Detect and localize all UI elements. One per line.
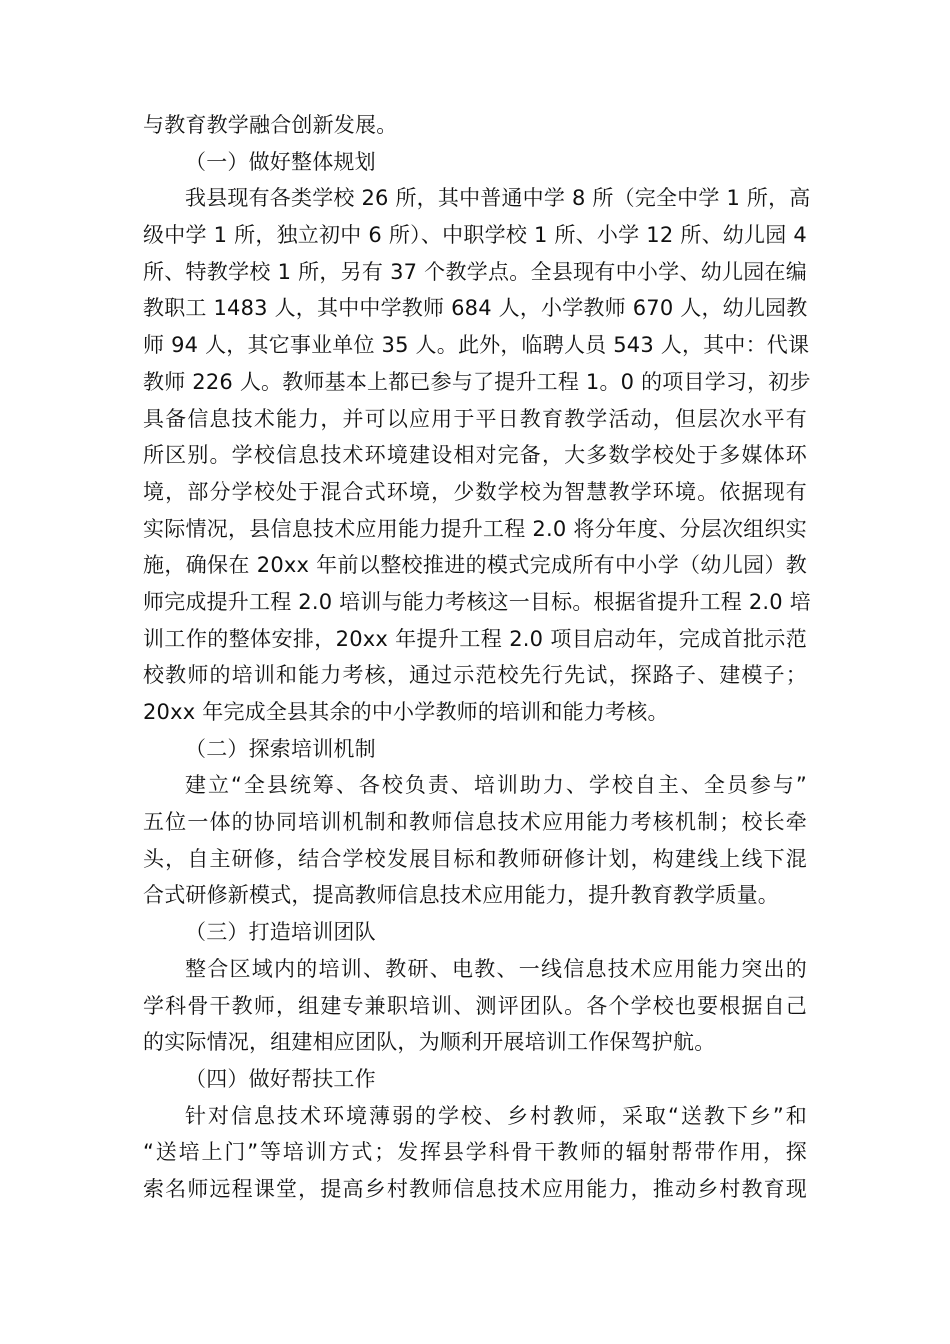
paragraph-line: 合式研修新模式，提高教师信息技术应用能力，提升教育教学质量。 (143, 883, 779, 908)
paragraph-line: 境，部分学校处于混合式环境，少数学校为智慧教学环境。依据现有 (143, 479, 807, 504)
section-heading: （四）做好帮扶工作 (185, 1066, 376, 1091)
paragraph-line: 所、特教学校 1 所，另有 37 个教学点。全县现有中小学、幼儿园在编 (143, 259, 807, 284)
paragraph-line: 针对信息技术环境薄弱的学校、乡村教师，采取“送教下乡”和 (185, 1103, 807, 1128)
paragraph-line: 所区别。学校信息技术环境建设相对完备，大多数学校处于多媒体环 (143, 443, 807, 468)
paragraph-line: 师完成提升工程 2.0 培训与能力考核这一目标。根据省提升工程 2.0 培 (143, 589, 811, 614)
paragraph-line: 学科骨干教师，组建专兼职培训、测评团队。各个学校也要根据自己 (143, 993, 807, 1018)
paragraph-line: 教师 226 人。教师基本上都已参与了提升工程 1。0 的项目学习，初步 (143, 369, 811, 394)
paragraph-line: 师 94 人，其它事业单位 35 人。此外，临聘人员 543 人，其中：代课 (143, 333, 810, 358)
paragraph-line: 索名师远程课堂，提高乡村教师信息技术应用能力，推动乡村教育现 (143, 1176, 807, 1201)
paragraph-line: 施，确保在 20xx 年前以整校推进的模式完成所有中小学（幼儿园）教 (143, 553, 807, 578)
paragraph-line: 头，自主研修，结合学校发展目标和教师研修计划，构建线上线下混 (143, 846, 807, 871)
paragraph-line: 实际情况，县信息技术应用能力提升工程 2.0 将分年度、分层次组织实 (143, 516, 807, 541)
section-heading: （二）探索培训机制 (185, 736, 376, 761)
paragraph-line: 教职工 1483 人，其中中学教师 684 人，小学教师 670 人，幼儿园教 (143, 296, 808, 321)
paragraph-line: 训工作的整体安排，20xx 年提升工程 2.0 项目启动年，完成首批示范 (143, 626, 807, 651)
paragraph-line: 的实际情况，组建相应团队，为顺利开展培训工作保驾护航。 (143, 1030, 716, 1055)
paragraph-line: 我县现有各类学校 26 所，其中普通中学 8 所（完全中学 1 所，高 (185, 186, 811, 211)
paragraph-line: 建立“全县统筹、各校负责、培训助力、学校自主、全员参与” (185, 773, 807, 798)
paragraph-line: 校教师的培训和能力考核，通过示范校先行先试，探路子、建模子； (143, 663, 807, 688)
section-heading: （三）打造培训团队 (185, 920, 376, 945)
paragraph-line: 整合区域内的培训、教研、电教、一线信息技术应用能力突出的 (185, 956, 807, 981)
paragraph-line: 20xx 年完成全县其余的中小学教师的培训和能力考核。 (143, 700, 669, 724)
paragraph-line: “送培上门”等培训方式；发挥县学科骨干教师的辐射帮带作用，探 (143, 1140, 807, 1165)
paragraph-line: 具备信息技术能力，并可以应用于平日教育教学活动，但层次水平有 (143, 406, 807, 431)
document-page (143, 107, 811, 1208)
paragraph-line: 与教育教学融合创新发展。 (143, 113, 398, 137)
section-heading: （一）做好整体规划 (185, 149, 376, 174)
paragraph-line: 五位一体的协同培训机制和教师信息技术应用能力考核机制；校长牵 (143, 810, 807, 835)
paragraph-line: 级中学 1 所，独立初中 6 所）、中职学校 1 所、小学 12 所、幼儿园 4 (143, 223, 807, 248)
